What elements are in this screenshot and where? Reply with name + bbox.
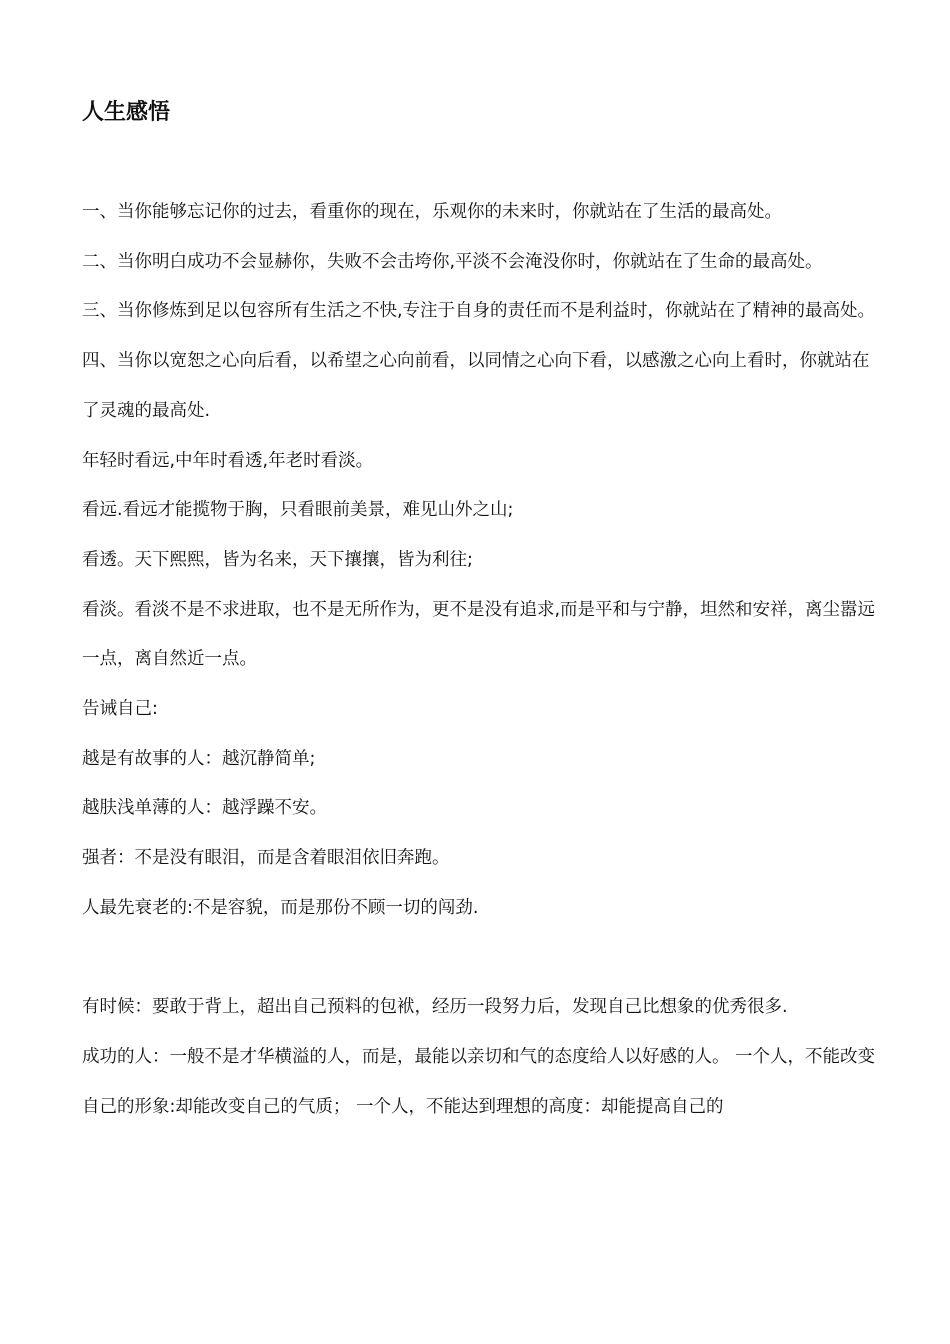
paragraph-10: 越是有故事的人：越沉静简单; xyxy=(82,748,316,769)
paragraph-6: 看远.看远才能揽物于胸，只看眼前美景，难见山外之山; xyxy=(82,500,514,521)
paragraph-15: 成功的人：一般不是才华横溢的人，而是，最能以亲切和气的态度给人以好感的人。 一个人，不能改变自己的形象:却能改变自己的气质； 一个人，不能达到理想的高度：却能提高自己的 xyxy=(82,1046,876,1117)
paragraph-2: 二、当你明白成功不会显赫你，失败不会击垮你,平淡不会淹没你时，你就站在了生命的最高处。 xyxy=(82,251,823,272)
paragraph-14: 有时候：要敢于背上，超出自己预料的包袱，经历一段努力后，发现自己比想象的优秀很多. xyxy=(82,997,788,1018)
document-body xyxy=(82,188,882,1132)
paragraph-5: 年轻时看远,中年时看透,年老时看淡。 xyxy=(82,450,374,471)
paragraph-1: 一、当你能够忘记你的过去，看重你的现在，乐观你的未来时，你就站在了生活的最高处。 xyxy=(82,202,782,222)
paragraph-3: 三、当你修炼到足以包容所有生活之不快,专注于自身的责任而不是利益时，你就站在了精神的最高处。 xyxy=(82,301,876,322)
paragraph-9: 告诫自己: xyxy=(82,699,158,720)
paragraph-4: 四、当你以宽恕之心向后看，以希望之心向前看，以同情之心向下看，以感激之心向上看时，你就站在了灵魂的最高处. xyxy=(82,351,870,421)
paragraph-11: 越肤浅单薄的人：越浮躁不安。 xyxy=(82,798,327,819)
paragraph-7: 看透。天下熙熙，皆为名来，天下攘攘，皆为利往; xyxy=(82,549,473,570)
paragraph-13: 人最先衰老的:不是容貌，而是那份不顾一切的闯劲. xyxy=(82,897,479,918)
paragraph-12: 强者：不是没有眼泪，而是含着眼泪依旧奔跑。 xyxy=(82,848,450,869)
document-title: 人生感悟 xyxy=(82,100,171,125)
paragraph-8: 看淡。看淡不是不求进取，也不是无所作为，更不是没有追求,而是平和与宁静，坦然和安祥，离尘嚣远一点，离自然近一点。 xyxy=(82,599,876,670)
